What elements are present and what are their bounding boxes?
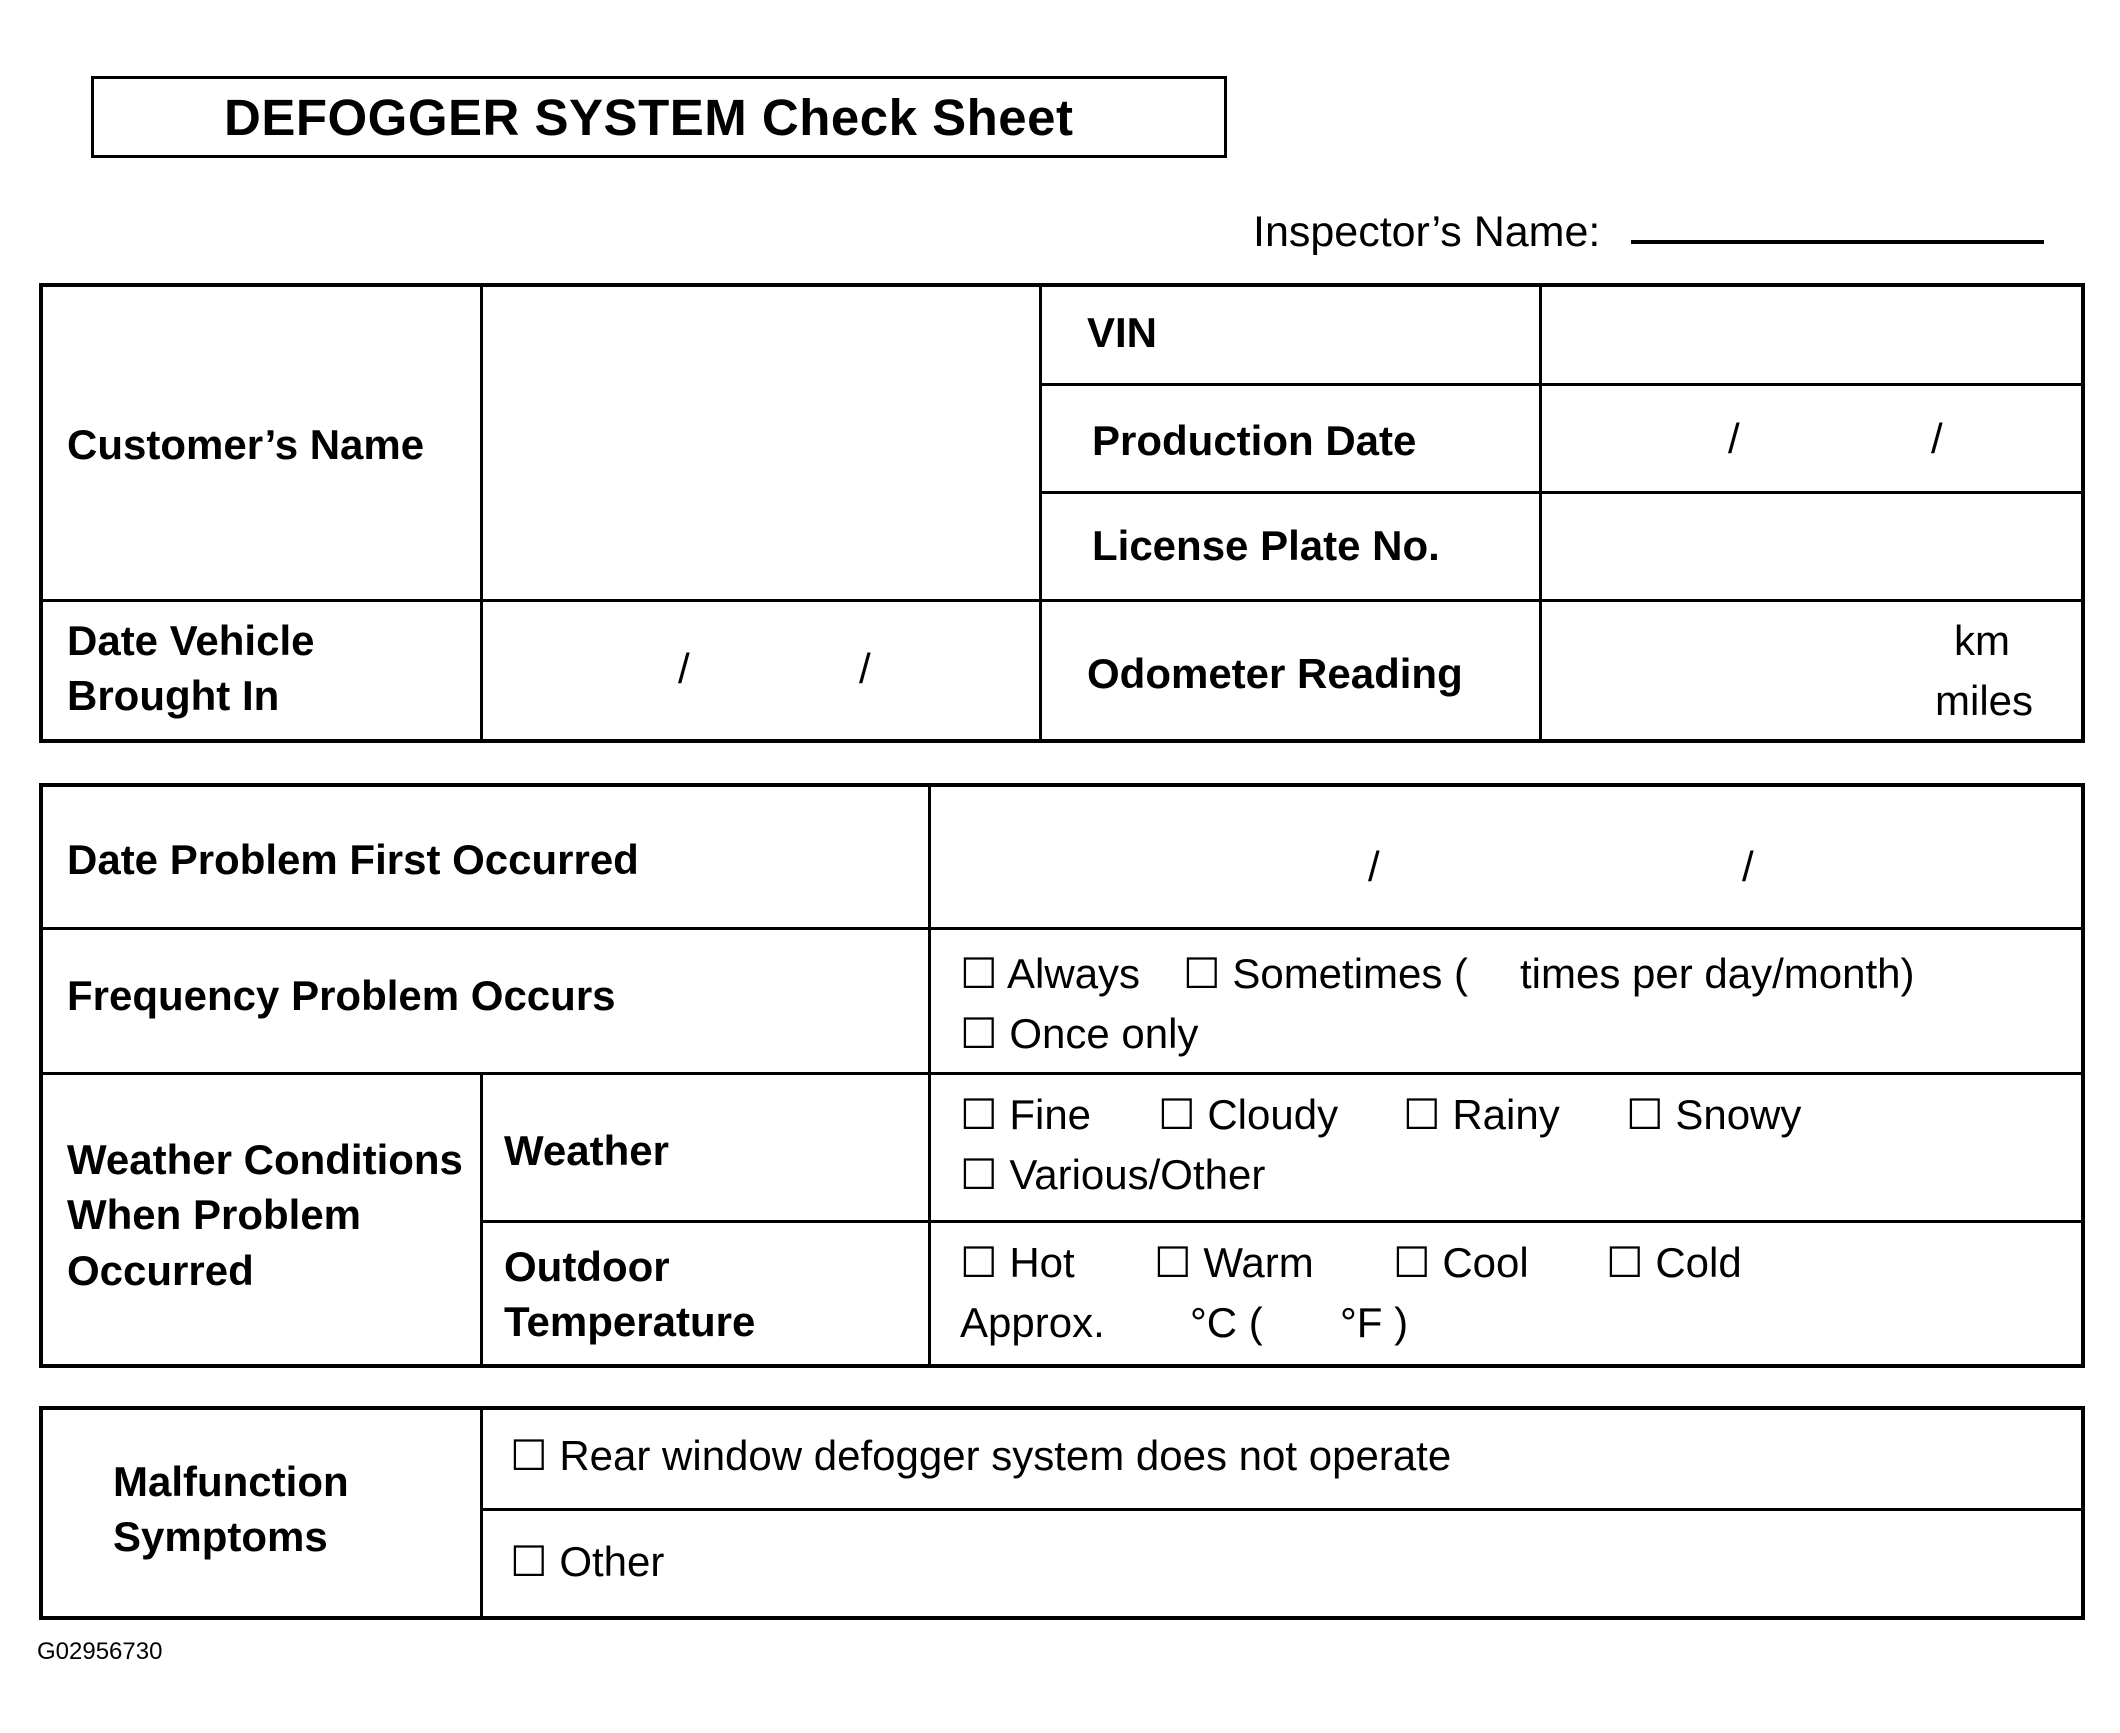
divider <box>41 1072 2083 1075</box>
checkbox-icon: ☐ <box>1154 1239 1192 1286</box>
outdoor-temperature-label-line1: Outdoor <box>504 1243 670 1290</box>
weather-snowy-checkbox[interactable]: ☐ Snowy <box>1626 1091 1802 1138</box>
date-first-occurred-field[interactable] <box>932 790 2081 924</box>
divider <box>41 927 2083 930</box>
outdoor-temperature-label-line2: Temperature <box>504 1298 756 1345</box>
malfunction-label-line2: Symptoms <box>113 1513 328 1560</box>
frequency-once-checkbox[interactable]: ☐ Once only <box>960 1010 1199 1057</box>
weather-various-other-checkbox[interactable]: ☐ Various/Other <box>960 1151 1266 1198</box>
inspector-name-field[interactable] <box>1631 240 2044 244</box>
weather-cloudy-checkbox[interactable]: ☐ Cloudy <box>1158 1091 1339 1138</box>
divider <box>480 1408 483 1618</box>
checkbox-icon: ☐ <box>1606 1239 1644 1286</box>
weather-conditions-label-line2: When Problem <box>67 1191 362 1238</box>
customer-name-field[interactable] <box>484 290 1036 596</box>
license-plate-field[interactable] <box>1543 496 2081 596</box>
temperature-cool-checkbox[interactable]: ☐ Cool <box>1393 1239 1529 1286</box>
date-brought-in-label-line2: Brought In <box>67 672 280 719</box>
divider <box>1039 285 1042 741</box>
checkbox-icon: ☐ <box>960 1151 998 1198</box>
temperature-hot-checkbox[interactable]: ☐ Hot <box>960 1239 1075 1286</box>
date-separator: / <box>1368 843 1380 890</box>
date-separator: / <box>678 645 690 692</box>
date-separator: / <box>1742 843 1754 890</box>
malfunction-label-line1: Malfunction <box>113 1458 349 1505</box>
temperature-warm-checkbox[interactable]: ☐ Warm <box>1154 1239 1314 1286</box>
date-separator: / <box>1728 415 1740 462</box>
checkbox-icon: ☐ <box>1183 950 1221 997</box>
weather-rainy-checkbox[interactable]: ☐ Rainy <box>1403 1091 1560 1138</box>
date-brought-in-field[interactable] <box>484 604 1036 738</box>
frequency-times-suffix: times per day/month) <box>1520 950 1915 997</box>
divider <box>928 785 931 1366</box>
checkbox-icon: ☐ <box>960 950 998 997</box>
weather-label: Weather <box>504 1127 669 1174</box>
date-first-occurred-label: Date Problem First Occurred <box>67 836 639 883</box>
frequency-label: Frequency Problem Occurs <box>67 972 616 1019</box>
odometer-reading-label: Odometer Reading <box>1087 650 1463 697</box>
divider <box>1539 285 1542 741</box>
title-box <box>91 76 1227 158</box>
vin-field[interactable] <box>1543 290 2081 380</box>
frequency-sometimes-checkbox[interactable]: ☐ Sometimes ( <box>1183 950 1469 997</box>
odometer-unit-km: km <box>1954 617 2010 664</box>
customer-name-label: Customer’s Name <box>67 421 425 468</box>
figure-id: G02956730 <box>37 1638 163 1665</box>
weather-fine-checkbox[interactable]: ☐ Fine <box>960 1091 1092 1138</box>
divider <box>41 599 2083 602</box>
checkbox-icon: ☐ <box>510 1538 548 1585</box>
checkbox-icon: ☐ <box>960 1239 998 1286</box>
vin-label: VIN <box>1087 309 1158 356</box>
weather-conditions-label-line1: Weather Conditions <box>67 1136 463 1183</box>
date-separator: / <box>1931 415 1943 462</box>
symptom-other-checkbox[interactable]: ☐ Other <box>510 1538 665 1585</box>
production-date-label: Production Date <box>1092 417 1417 464</box>
divider <box>482 1508 2083 1511</box>
inspector-name-label: Inspector’s Name: <box>1253 208 1601 256</box>
divider <box>482 1220 2083 1223</box>
weather-conditions-label-line3: Occurred <box>67 1247 254 1294</box>
divider <box>480 285 483 741</box>
odometer-reading-field[interactable] <box>1543 604 2081 738</box>
divider <box>1040 383 2083 386</box>
approx-label: Approx. <box>960 1299 1105 1346</box>
checkbox-icon: ☐ <box>1393 1239 1431 1286</box>
page-title: DEFOGGER SYSTEM Check Sheet <box>224 88 1074 146</box>
checkbox-icon: ☐ <box>1158 1091 1196 1138</box>
symptom-does-not-operate-checkbox[interactable]: ☐ Rear window defogger system does not operate <box>510 1432 1452 1479</box>
odometer-unit-miles: miles <box>1935 677 2034 724</box>
divider <box>1040 491 2083 494</box>
checkbox-icon: ☐ <box>1626 1091 1664 1138</box>
license-plate-label: License Plate No. <box>1092 522 1440 569</box>
production-date-field[interactable] <box>1543 388 2081 488</box>
date-brought-in-label-line1: Date Vehicle <box>67 617 315 664</box>
fahrenheit-label: °F ) <box>1340 1299 1409 1346</box>
checkbox-icon: ☐ <box>960 1010 998 1057</box>
checkbox-icon: ☐ <box>1403 1091 1441 1138</box>
checkbox-icon: ☐ <box>960 1091 998 1138</box>
frequency-always-checkbox[interactable]: ☐ Always <box>960 950 1141 997</box>
date-separator: / <box>859 645 871 692</box>
temperature-cold-checkbox[interactable]: ☐ Cold <box>1606 1239 1742 1286</box>
celsius-label: °C ( <box>1190 1299 1263 1346</box>
checkbox-icon: ☐ <box>510 1432 548 1479</box>
